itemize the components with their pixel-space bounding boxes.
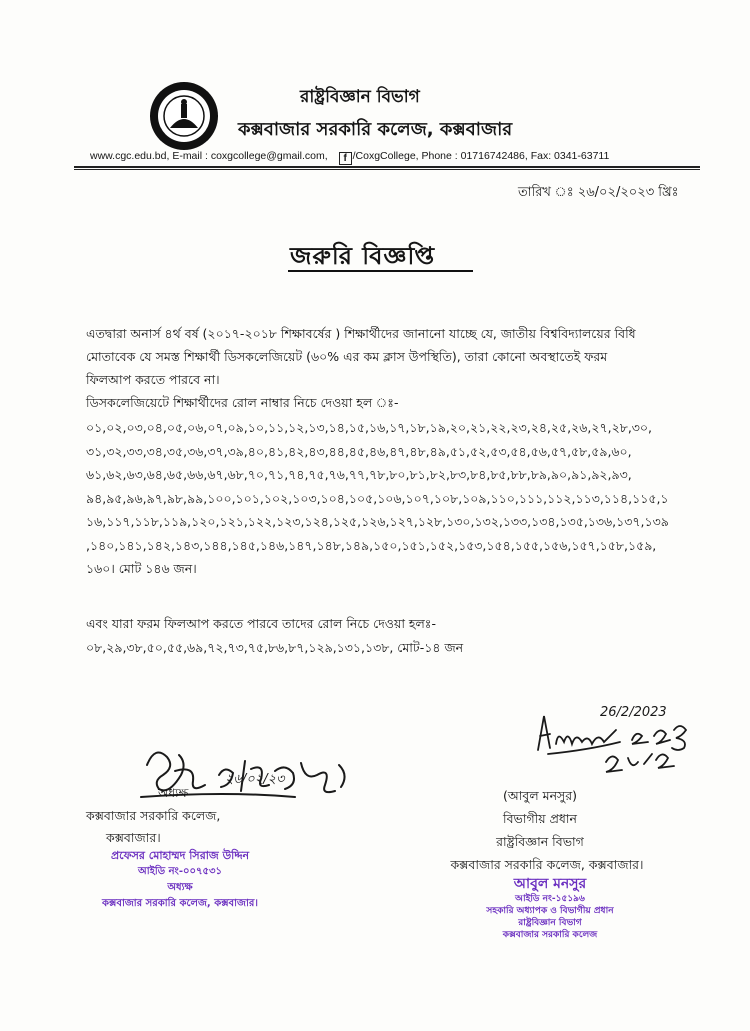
roll-line: ১৬০। মোট ১৪৬ জন। bbox=[86, 561, 197, 576]
facebook-link[interactable]: /CoxgCollege, bbox=[352, 150, 419, 162]
stamp-name: প্রফেসর মোহাম্মদ সিরাজ উদ্দিন bbox=[110, 849, 250, 862]
email-link[interactable]: E-mail : coxgcollege@gmail.com, bbox=[172, 150, 328, 162]
header-divider bbox=[74, 166, 700, 168]
roll-line: ৯৪,৯৫,৯৬,৯৭,৯৮,৯৯,১০০,১০১,১০২,১০৩,১০৪,১০৫,১০৬,১০৭,১০৮,১০৯,১১০,১১১,১১২,১১৩,১১৪,১১৫,১ bbox=[86, 490, 669, 506]
header-divider-thin bbox=[74, 169, 700, 170]
roll-line: ১৬,১১৭,১১৮,১১৯,১২০,১২১,১২২,১২৩,১২৪,১২৫,১২৬,১২৭,১২৮,১৩০,১৩২,১৩৩,১৩৪,১৩৫,১৩৬,১৩৭,১৩৯ bbox=[86, 514, 669, 529]
principal-college-line: কক্সবাজার সরকারি কলেজ, bbox=[86, 808, 221, 823]
intro-line: মোতাবেক যে সমস্ত শিক্ষার্থী ডিসকলেজিয়েট (৬০% এর কম ক্লাস উপস্থিতি), তারা কোনো অবস্থাতেই ফরম bbox=[86, 349, 608, 364]
principal-title: অধ্যক্ষ bbox=[158, 786, 189, 800]
notice-title: জরুরি বিজ্ঞপ্তি bbox=[290, 242, 436, 270]
head-college: কক্সবাজার সরকারি কলেজ, কক্সবাজার। bbox=[450, 857, 644, 872]
allowed-roll-section bbox=[86, 612, 706, 660]
principal-city-line: কক্সবাজার। bbox=[106, 830, 161, 845]
college-title: কক্সবাজার সরকারি কলেজ, কক্সবাজার bbox=[238, 119, 513, 140]
college-logo-icon bbox=[148, 80, 220, 152]
roll-line: ০১,০২,০৩,০৪,০৫,০৬,০৭,০৯,১০,১১,১২,১৩,১৪,১৫,১৬,১৭,১৮,১৯,২০,২১,২২,২৩,২৪,২৫,২৬,২৭,২৮,৩০, bbox=[86, 420, 653, 435]
intro-line: ফিলআপ করতে পারবে না। bbox=[86, 372, 220, 387]
allowed-heading: এবং যারা ফরম ফিলআপ করতে পারবে তাদের রোল নিচে দেওয়া হলঃ- bbox=[86, 616, 436, 631]
stamp-title: সহকারি অধ্যাপক ও বিভাগীয় প্রধান bbox=[486, 906, 614, 916]
roll-line: ৩১,৩২,৩৩,৩৪,৩৫,৩৬,৩৭,৩৯,৪০,৪১,৪২,৪৩,৪৪,৪৫,৪৬,৪৭,৪৮,৪৯,৫১,৫২,৫৩,৫৪,৫৬,৫৭,৫৮,৫৯,৬০, bbox=[86, 443, 632, 459]
principal-block bbox=[86, 805, 220, 849]
principal-stamp bbox=[90, 848, 270, 912]
contact-line bbox=[90, 150, 609, 165]
head-name: (আবুল মনসুর) bbox=[502, 788, 578, 803]
notice-title-underline bbox=[288, 270, 473, 272]
principal-signature-date: ২৬/০২/২৩ bbox=[225, 772, 285, 787]
website-link[interactable]: www.cgc.edu.bd, bbox=[90, 150, 170, 162]
stamp-title: অধ্যক্ষ bbox=[167, 882, 193, 893]
notice-intro bbox=[86, 322, 706, 414]
phone-text: Phone : 01716742486, bbox=[421, 150, 528, 162]
stamp-college: কক্সবাজার সরকারি কলেজ bbox=[502, 930, 598, 940]
stamp-college: কক্সবাজার সরকারি কলেজ, কক্সবাজার। bbox=[102, 898, 258, 909]
head-department: রাষ্ট্রবিজ্ঞান বিভাগ bbox=[496, 834, 584, 849]
facebook-icon: f bbox=[339, 152, 352, 165]
head-signature-date: 26/2/2023 bbox=[600, 705, 667, 720]
fax-text: Fax: 0341-63711 bbox=[530, 150, 610, 162]
roll-line: ৬১,৬২,৬৩,৬৪,৬৫,৬৬,৬৭,৬৮,৭০,৭১,৭৪,৭৫,৭৬,৭৭,৭৮,৮০,৮১,৮২,৮৩,৮৪,৮৫,৮৮,৮৯,৯০,৯১,৯২,৯৩, bbox=[86, 467, 632, 482]
discollegiate-roll-list bbox=[86, 416, 706, 581]
allowed-rolls: ০৮,২৯,৩৮,৫০,৫৫,৬৯,৭২,৭৩,৭৫,৮৬,৮৭,১২৯,১৩১,১৩৮, মোট-১৪ জন bbox=[86, 640, 464, 655]
stamp-department: রাষ্ট্রবিজ্ঞান বিভাগ bbox=[518, 918, 582, 928]
head-title: বিভাগীয় প্রধান bbox=[503, 811, 577, 826]
stamp-id: আইডি নং-১৫১৯৬ bbox=[515, 894, 585, 904]
head-block bbox=[440, 784, 644, 876]
intro-line: এতদ্বারা অনার্স ৪র্থ বর্ষ (২০১৭-২০১৮ শিক্ষাবর্ষের ) শিক্ষার্থীদের জানানো যাচ্ছে যে, জাতীয় বিশ্ববিদ্যালয়ের বিধি bbox=[86, 326, 636, 341]
roll-line: ,১৪০,১৪১,১৪২,১৪৩,১৪৪,১৪৫,১৪৬,১৪৭,১৪৮,১৪৯,১৫০,১৫১,১৫২,১৫৩,১৫৪,১৫৫,১৫৬,১৫৭,১৫৮,১৫৯, bbox=[86, 537, 657, 553]
stamp-name: আবুল মনসুর bbox=[513, 876, 587, 892]
notice-date: তারিখ ঃ ২৬/০২/২০২৩ খ্রিঃ bbox=[518, 185, 679, 200]
head-stamp bbox=[470, 875, 630, 941]
rolls-heading: ডিসকলেজিয়েটে শিক্ষার্থীদের রোল নাম্বার নিচে দেওয়া হল ঃ- bbox=[86, 395, 399, 410]
department-title: রাষ্ট্রবিজ্ঞান বিভাগ bbox=[300, 87, 420, 107]
stamp-id: আইডি নং-০০৭৫৩১ bbox=[138, 866, 222, 877]
